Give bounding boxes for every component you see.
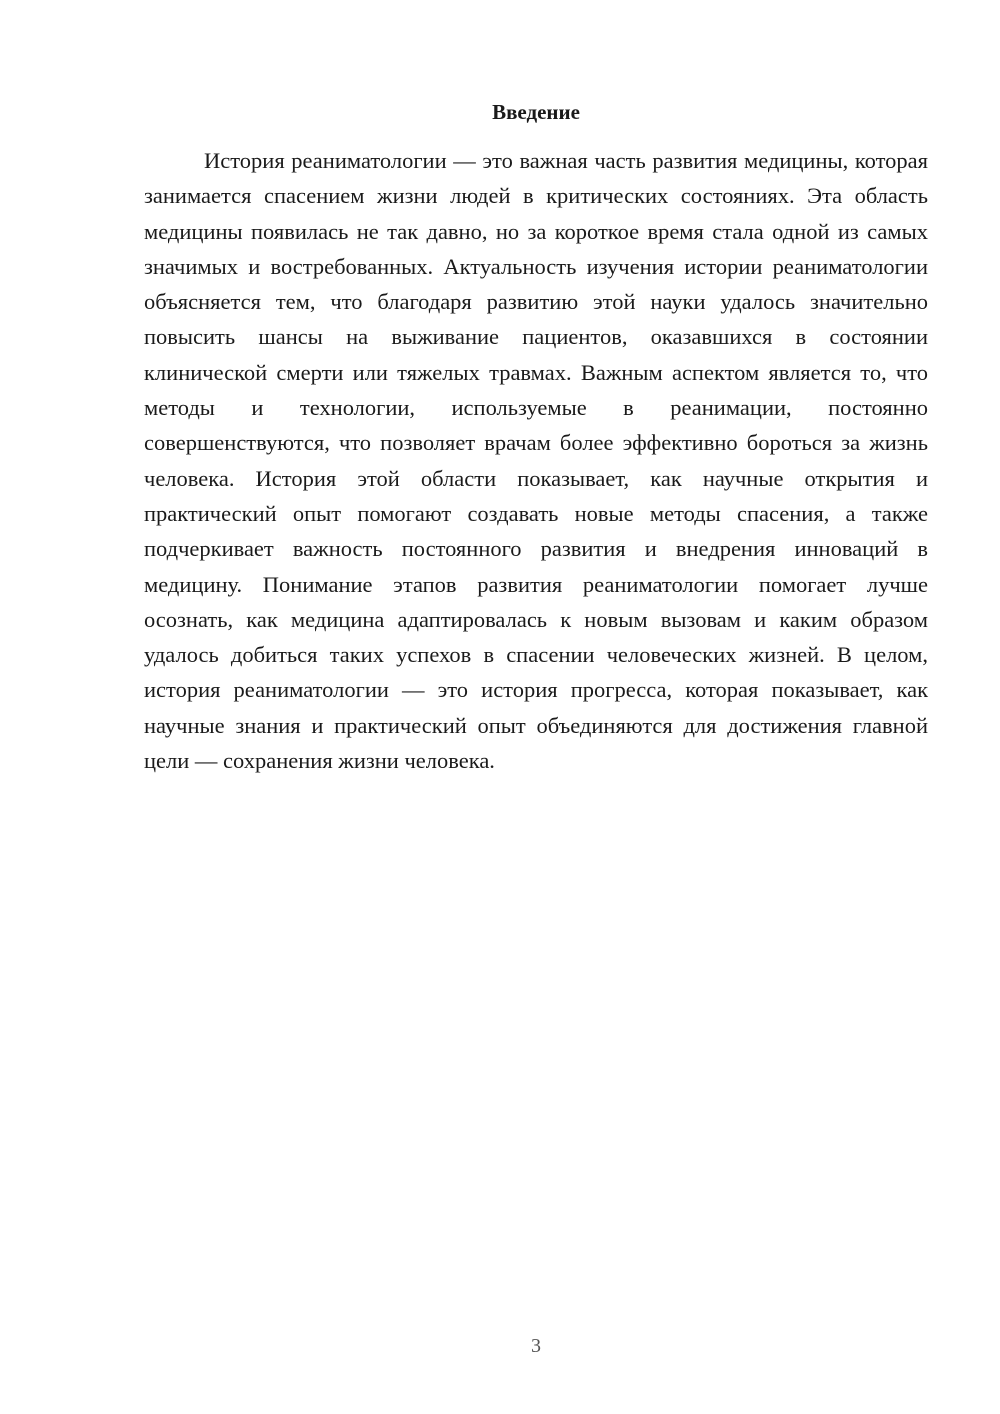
body-paragraph: История реаниматологии — это важная часть развития медицины, которая занимается спасением жизни людей в критических состояниях. Эта область медицины появилась не так давно, но за короткое время стала одной из самых значимых и востребованных. Актуальность изучения истории реаниматологии объясняется тем, что благодаря развитию этой науки удалось значительно повысить шансы на выживание пациентов, оказавшихся в состоянии клинической смерти или тяжелых травмах. Важным аспектом является то, что методы и технологии, используемые в реанимации, постоянно совершенствуются, что позволяет врачам более эффективно бороться за жизнь человека. История этой области показывает, как научные открытия и практический опыт помогают создавать новые методы спасения, а также подчеркивает важность постоянного развития и внедрения инноваций в медицину. Понимание этапов развития реаниматологии помогает лучше осознать, как медицина адаптировалась к новым вызовам и каким образом удалось добиться таких успехов в спасении человеческих жизней. В целом, история реаниматологии — это история прогресса, которая показывает, как научные знания и практический опыт объединяются для достижения главной цели — сохранения жизни человека. — [144, 148, 928, 774]
section-heading: Введение — [492, 100, 580, 124]
page-number: 3 — [531, 1335, 541, 1357]
